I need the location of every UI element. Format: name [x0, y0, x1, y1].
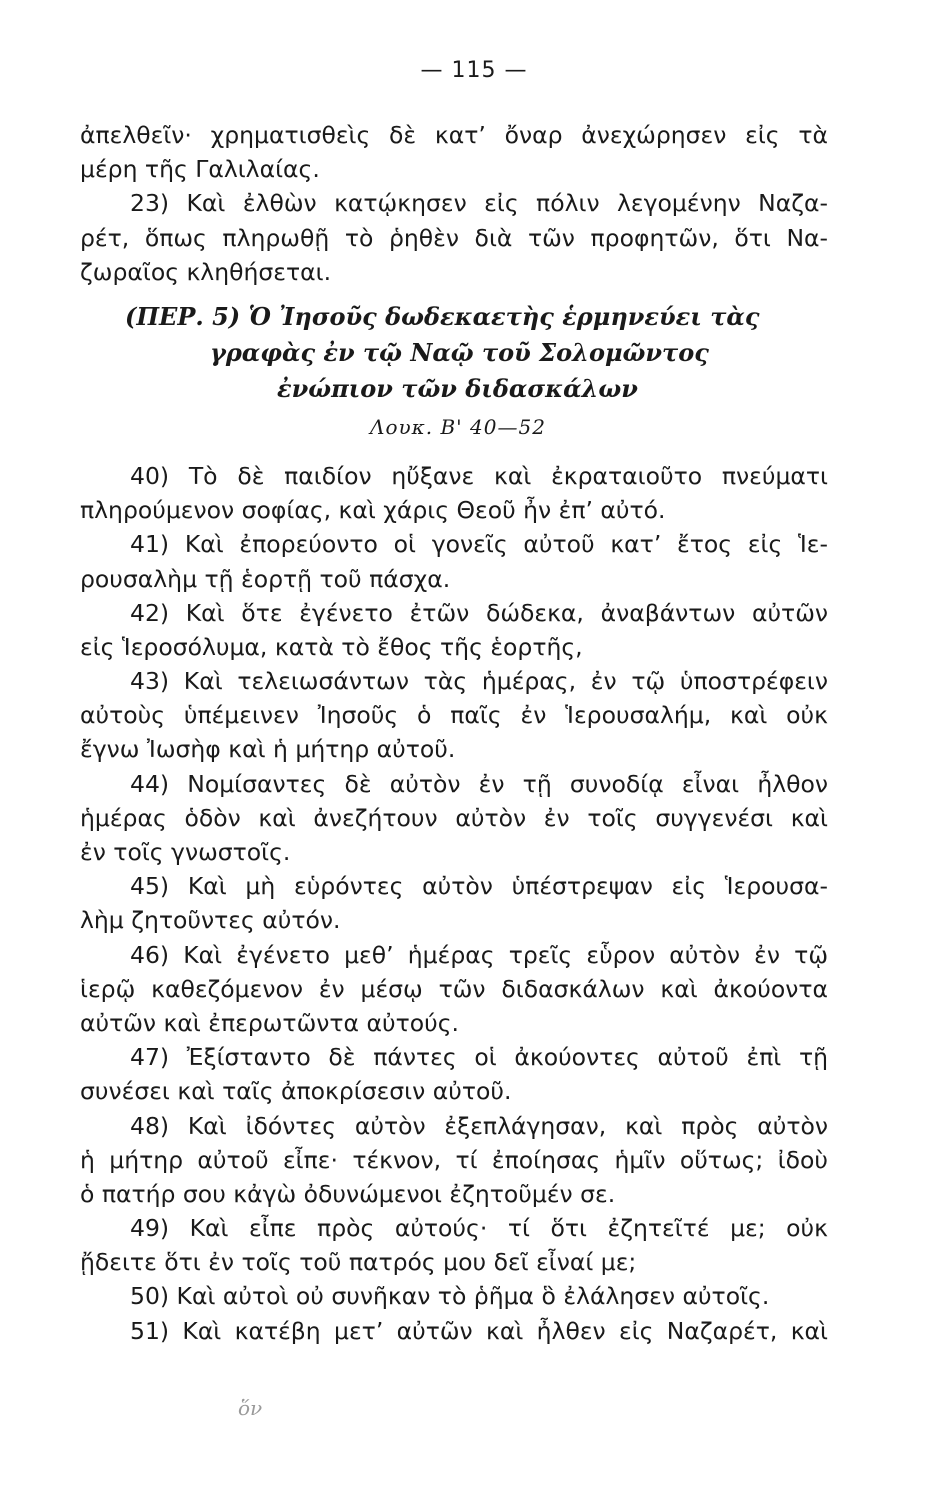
text-line: ὁ πατήρ σου κἀγὼ ὀδυνώμενοι ἐζητοῦμέν σε.: [80, 1179, 616, 1208]
text-line: αὐτῶν καὶ ἐπερωτῶντα αὐτούς.: [80, 1008, 459, 1037]
verse-line: 43) Καὶ τελειωσάντων τὰς ἡμέρας, ἐν τῷ ὑποστρέφειν: [130, 667, 828, 696]
verse-line: 23) Καὶ ἐλθὼν κατῴκησεν εἰς πόλιν λεγομένην Ναζα-: [130, 189, 828, 218]
verse-line: 47) Ἐξίσταντο δὲ πάντες οἱ ἀκούοντες αὐτοῦ ἐπὶ τῇ: [130, 1043, 828, 1072]
verse-line: 45) Καὶ μὴ εὑρόντες αὐτὸν ὑπέστρεψαν εἰς Ἱερουσα-: [130, 872, 828, 901]
text-line: εἰς Ἱεροσόλυμα, κατὰ τὸ ἔθος τῆς ἑορτῆς,: [80, 632, 583, 661]
verse-line: 41) Καὶ ἐπορεύοντο οἱ γονεῖς αὐτοῦ κατ’ ἔτος εἰς Ἱε-: [130, 530, 828, 559]
text-line: πληρούμενον σοφίας, καὶ χάρις Θεοῦ ἦν ἐπ’ αὐτό.: [80, 496, 666, 525]
verse-line: 50) Καὶ αὐτοὶ οὐ συνῆκαν τὸ ῥῆμα ὃ ἐλάλησεν αὐτοῖς.: [130, 1282, 770, 1311]
text-line: ἐν τοῖς γνωστοῖς.: [80, 838, 291, 866]
text-line: ζωραῖος κληθήσεται.: [80, 257, 332, 286]
verse-line: 49) Καὶ εἶπε πρὸς αὐτούς· τί ὅτι ἐζητεῖτέ με; οὐκ: [130, 1214, 828, 1243]
verse-line: 40) Τὸ δὲ παιδίον ηὔξανε καὶ ἐκραταιοῦτο πνεύματι: [130, 461, 828, 490]
text-line: ἡ μήτηρ αὐτοῦ εἶπε· τέκνον, τί ἐποίησας ἡμῖν οὕτως; ἰδοὺ: [80, 1145, 828, 1174]
spacer: [80, 447, 828, 459]
scripture-reference: Λουκ. Β' 40—52: [370, 414, 546, 439]
page-number: — 115 —: [420, 58, 528, 83]
verse-line: 48) Καὶ ἰδόντες αὐτὸν ἐξεπλάγησαν, καὶ πρὸς αὐτὸν: [130, 1111, 828, 1140]
text-line: ρέτ, ὅπως πληρωθῇ τὸ ῥηθὲν διὰ τῶν προφητῶν, ὅτι Να-: [80, 223, 828, 252]
text-line: μέρη τῆς Γαλιλαίας.: [80, 155, 320, 184]
verse-line: 44) Νομίσαντες δὲ αὐτὸν ἐν τῇ συνοδίᾳ εἶναι ἦλθον: [130, 769, 828, 798]
stray-mark: ὅν: [238, 1396, 263, 1420]
verse-line: 46) Καὶ ἐγένετο μεθ’ ἡμέρας τρεῖς εὗρον αὐτὸν ἐν τῷ: [130, 940, 828, 969]
text-body: [80, 118, 828, 1348]
text-line: αὐτοὺς ὑπέμεινεν Ἰησοῦς ὁ παῖς ἐν Ἱερουσαλήμ, καὶ οὐκ: [80, 701, 828, 730]
heading-line-3: ἐνώπιον τῶν διδασκάλων: [277, 373, 638, 403]
text-line: λὴμ ζητοῦντες αὐτόν.: [80, 906, 341, 935]
text-line: συνέσει καὶ ταῖς ἀποκρίσεσιν αὐτοῦ.: [80, 1077, 512, 1106]
text-line: ρουσαλὴμ τῇ ἑορτῇ τοῦ πάσχα.: [80, 564, 451, 593]
text-line: ἱερῷ καθεζόμενον ἐν μέσῳ τῶν διδασκάλων καὶ ἀκούοντα: [80, 974, 828, 1003]
text-line: ᾔδειτε ὅτι ἐν τοῖς τοῦ πατρός μου δεῖ εἶναί με;: [80, 1248, 637, 1277]
heading-line-2: γραφὰς ἐν τῷ Ναῷ τοῦ Σολομῶντος: [210, 337, 709, 367]
text-line: ἀπελθεῖν· χρηματισθεὶς δὲ κατ’ ὄναρ ἀνεχώρησεν εἰς τὰ: [80, 121, 828, 149]
heading-line-1: (ΠΕΡ. 5) Ὁ Ἰησοῦς δωδεκαετὴς ἑρμηνεύει τὰς: [125, 301, 760, 331]
text-line: ἡμέρας ὁδὸν καὶ ἀνεζήτουν αὐτὸν ἐν τοῖς συγγενέσι καὶ: [80, 803, 828, 832]
verse-line: 42) Καὶ ὅτε ἐγένετο ἐτῶν δώδεκα, ἀναβάντων αὐτῶν: [130, 598, 828, 627]
verse-line: 51) Καὶ κατέβη μετ’ αὐτῶν καὶ ἦλθεν εἰς Ναζαρέτ, καὶ: [130, 1316, 828, 1345]
section-heading: [80, 299, 828, 447]
text-line: ἔγνω Ἰωσὴφ καὶ ἡ μήτηρ αὐτοῦ.: [80, 735, 456, 764]
